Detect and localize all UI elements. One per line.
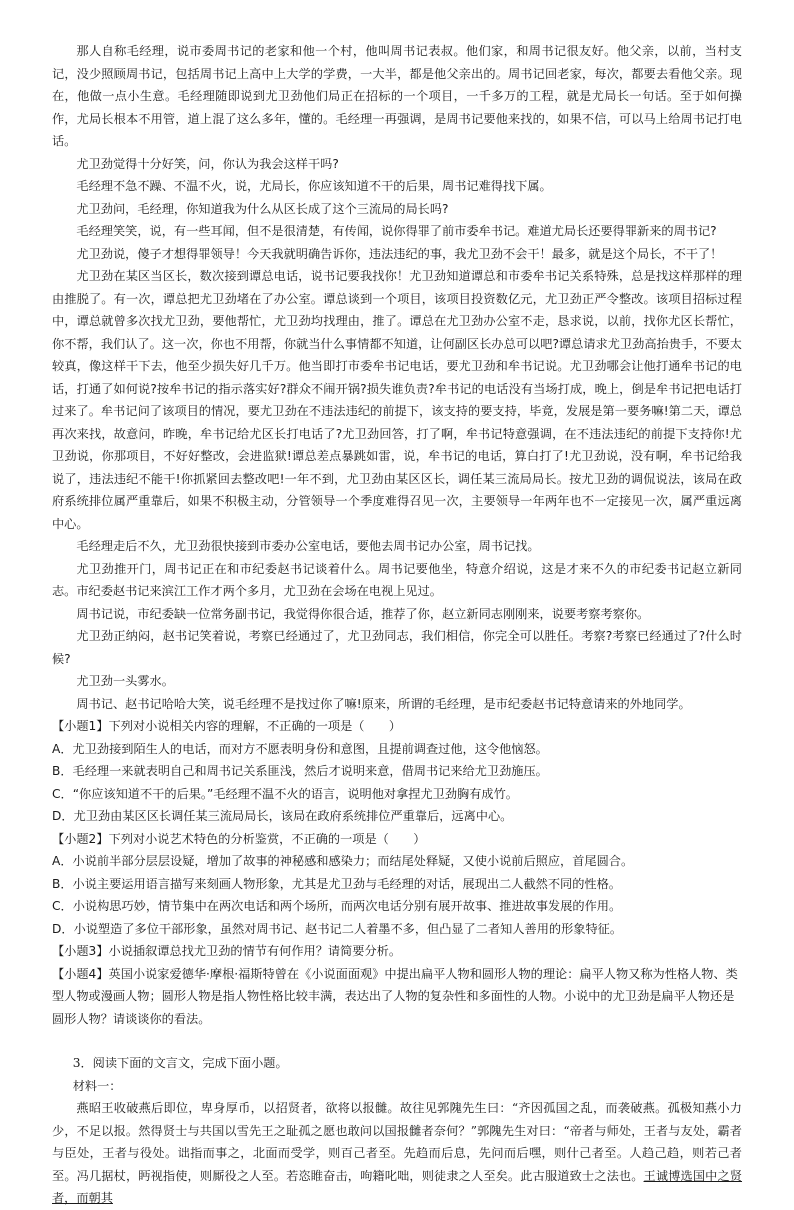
section-heading: 3．阅读下面的文言文，完成下面小题。: [72, 1056, 288, 1070]
question-stem: 【小题4】英国小说家爱德华·摩根·福斯特曾在《小说面面观》中提出扁平人物和圆形人物的理论：扁平人物又称为性格人物、类型人物或漫画人物；圆形人物是指人物性格比较丰满，表达出了人物的复杂性和多面性的人物。小说中的尤卫劲是扁平人物还是圆形人物？请谈谈你的看法。: [52, 966, 738, 1026]
option-a: A．小说前半部分层层设疑，增加了故事的神秘感和感染力；而结尾处释疑，又使小说前后照应，首尾圆合。: [52, 854, 634, 868]
story-paragraph: 尤卫劲说，傻子才想得罪领导！今天我就明确告诉你，违法违纪的事，我尤卫劲不会干！最多，就是这个局长，不干了！: [76, 246, 723, 261]
option-c: C．“你应该知道不干的后果。”毛经理不温不火的语言，说明他对拿捏尤卫劲胸有成竹。: [52, 786, 518, 801]
question-stem: 【小题3】小说插叙谭总找尤卫劲的情节有何作用？请简要分析。: [52, 944, 402, 958]
classical-text-main: 燕昭王收破燕后即位，卑身厚币，以招贤者，欲将以报雠。故往见郭隗先生曰：“齐因孤国之乱，而袭破燕。孤极知燕小力少，不足以报。然得贤士与共国以雪先王之耻孤之愿也敢问以国报雠者奈何？”郭隗先生对曰：“帝者与师处，王者与友处，霸者与臣处，王者与役处。诎指而事之，北面而受学，则百己者至。先趋而后息，先问而后嘿，则什己者至。人趋己趋，则若己者至。冯几据杖，眄视指使，则厮役之人至。若恣睢奋击，呴籍叱咄，则徒隶之人至矣。此古服道致士之法也。: [52, 1101, 742, 1183]
option-a: A．尤卫劲接到陌生人的电话，而对方不愿表明身份和意图，且提前调查过他，这令他恼怒。: [52, 741, 548, 756]
story-paragraph: 尤卫劲正纳闷，赵书记笑着说，考察已经通过了，尤卫劲同志，我们相信，你完全可以胜任。考察?考察已经通过了?什么时候?: [52, 629, 742, 666]
story-paragraph: 尤卫劲推开门，周书记正在和市纪委赵书记谈着什么。周书记要他坐，特意介绍说，这是才来不久的市纪委书记赵立新同志。市纪委赵书记来滨江工作才两个多月，尤卫劲在会场在电视上见过。: [52, 561, 742, 598]
option-b: B．小说主要运用语言描写来刻画人物形象，尤其是尤卫劲与毛经理的对话，展现出二人截然不同的性格。: [52, 876, 621, 891]
story-paragraph: 尤卫劲觉得十分好笑，问，你认为我会这样干吗?: [76, 156, 339, 171]
option-d: D．尤卫劲由某区区长调任某三流局局长，该局在政府系统排位严重靠后，远离中心。: [52, 809, 513, 823]
underlined-text: 王诚博选国中之贤者，而朝其: [52, 1168, 743, 1205]
story-section: [52, 40, 742, 715]
question-2: [52, 828, 742, 941]
document-page: [52, 40, 742, 1210]
story-paragraph: 周书记说，市纪委缺一位常务副书记，我觉得你很合适，推荐了你，赵立新同志刚刚来，说要考察考察你。: [76, 606, 650, 621]
story-paragraph: 那人自称毛经理，说市委周书记的老家和他一个村，他叫周书记表叔。他们家，和周书记很友好。他父亲，以前，当村支记，没少照顾周书记，包括周书记上高中上大学的学费，一大半，都是他父亲出的。周书记回老家，每次，都要去看他父亲。现在，他做一点小生意。毛经理随即说到尤卫劲他们局正在招标的一个项目，一千多万的工程，就是尤局长一句话。至于如何操作，尤局长根本不用管，道上混了这么多年，懂的。毛经理一再强调，是周书记要他来找的，如果不信，可以马上给周书记打电话。: [52, 44, 742, 148]
section-3: [52, 1052, 742, 1210]
classical-text-paragraph: [52, 1097, 742, 1210]
option-d: D．小说塑造了多位干部形象，虽然对周书记、赵书记二人着墨不多，但凸显了二者知人善用的形象特征。: [52, 921, 623, 936]
question-stem: 【小题2】下列对小说艺术特色的分析鉴赏，不正确的一项是（ ）: [52, 831, 426, 846]
question-stem: 【小题1】下列对小说相关内容的理解，不正确的一项是（ ）: [52, 719, 402, 733]
question-4: [52, 963, 742, 1031]
story-paragraph: 尤卫劲在某区当区长，数次接到谭总电话，说书记要我找你！尤卫劲知道谭总和市委牟书记关系特殊，总是找这样那样的理由推脱了。有一次，谭总把尤卫劲堵在了办公室。谭总谈到一个项目，该项目投资数亿元，尤卫劲正严令整改。该项目招标过程中，谭总就曾多次找尤卫劲，要他帮忙，尤卫劲均找理由，推了。谭总在尤卫劲办公室不走，恳求说，以前，找你尤区长帮忙，你不帮，我们认了。这一次，你也不用帮，你就当什么事情都不知道，让何副区长办总可以吧?谭总请求尤卫劲高抬贵手，不要太较真，像这样干下去，他至少损失好几千万。他当即打市委牟书记电话，要尤卫劲和牟书记说。尤卫劲哪会让他打通牟书记的电话，打通了如何说?按牟书记的指示落实好?群众不闹开锅?损失谁负责?牟书记的电话没有当场打成，晚上，倒是牟书记把电话打过来了。牟书记问了该项目的情况，要尤卫劲在不违法违纪的前提下，该支持的要支持，毕竟，发展是第一要务嘛!第二天，谭总再次来找，故意问，昨晚，牟书记给尤区长打电话了?尤卫劲回答，打了啊，牟书记特意强调，在不违法违纪的前提下支持你!尤卫劲说，你那项目，不好好整改，会进监狱!谭总差点暴跳如雷，说，牟书记的电话，算白打了!尤卫劲说，没有啊，牟书记给我说了，违法违纪不能干!你抓紧回去整改吧!一年不到，尤卫劲由某区区长，调任某三流局局长。按尤卫劲的调侃说法，该局在政府系统排位属严重靠后，如果不积极主动，分管领导一个季度难得召见一次，主要领导一年两年也不一定接见一次，属严重远离中心。: [52, 269, 742, 531]
question-3: [52, 940, 742, 963]
option-b: B．毛经理一来就表明自己和周书记关系匪浅，然后才说明来意，借周书记来给尤卫劲施压。: [52, 764, 548, 778]
material-label: 材料一：: [72, 1078, 122, 1093]
story-paragraph: 尤卫劲一头雾水。: [76, 674, 174, 688]
story-paragraph: 毛经理走后不久，尤卫劲很快接到市委办公室电话，要他去周书记办公室，周书记找。: [76, 539, 540, 553]
story-paragraph: 周书记、赵书记哈哈大笑，说毛经理不是找过你了嘛!原来，所谓的毛经理，是市纪委赵书记特意请来的外地同学。: [76, 696, 691, 711]
section-gap: [52, 1030, 742, 1052]
option-c: C．小说构思巧妙，情节集中在两次电话和两个场所，而两次电话分别有展开故事、推进故事发展的作用。: [52, 899, 622, 913]
story-paragraph: 尤卫劲问，毛经理，你知道我为什么从区长成了这个三流局的局长吗?: [76, 201, 449, 216]
question-1: [52, 715, 742, 828]
story-paragraph: 毛经理不急不躁、不温不火，说，尤局长，你应该知道不干的后果，周书记难得找下属。: [76, 179, 552, 193]
story-paragraph: 毛经理笑笑，说，有一些耳闻，但不是很清楚，有传闻，说你得罪了前市委牟书记。难道尤局长还要得罪新来的周书记?: [76, 224, 717, 238]
